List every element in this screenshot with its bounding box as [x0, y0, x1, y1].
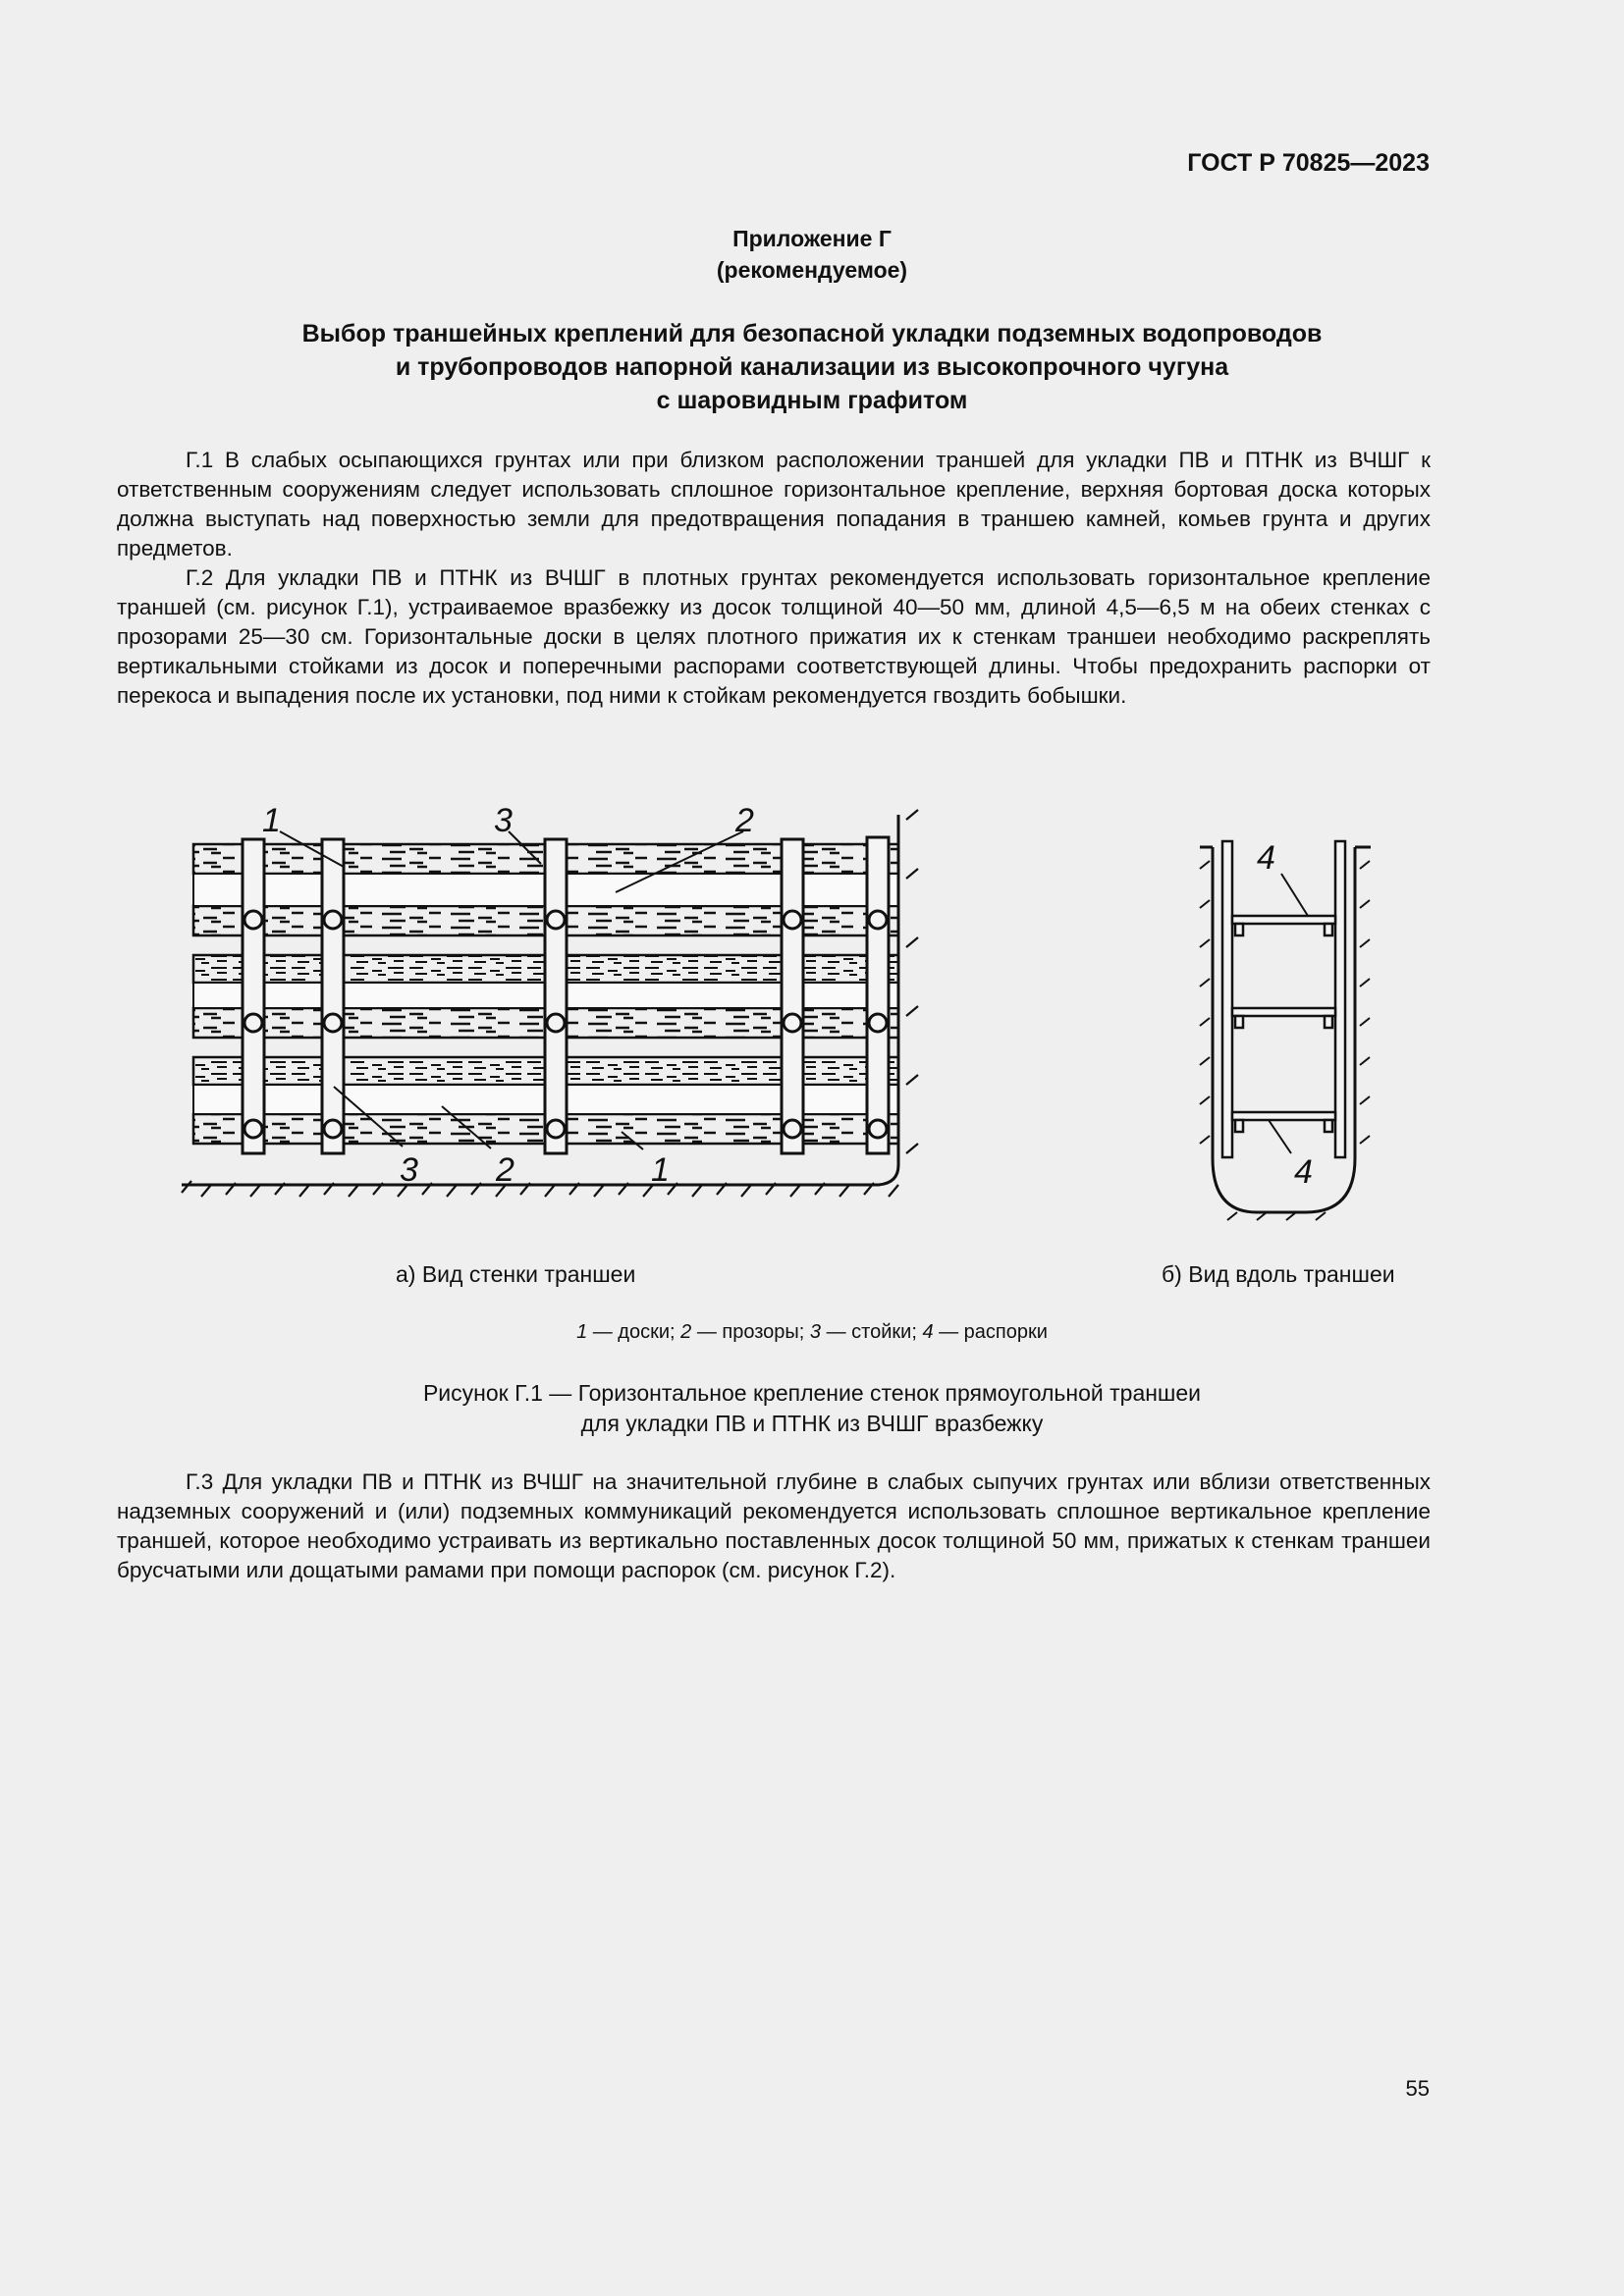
- figure-title: [0, 1378, 1624, 1439]
- heading-line: с шаровидным графитом: [656, 387, 968, 414]
- paragraph-g2: Г.2 Для укладки ПВ и ПТНК из ВЧШГ в плотных грунтах рекомендуется использовать горизонтальное крепление траншей (см. рисунок Г.1), устраиваемое вразбежку из досок толщиной 40—50 мм, длиной 4,5—6,5 м на обеих стенках с прозорами 25—30 см. Горизонтальные доски в целях плотного прижатия их к стенкам траншеи необходимо раскреплять вертикальными стойками из досок и поперечными распорами соответствующей длины. Чтобы предохранить распорки от перекоса и выпадения после их установки, под ними к стойкам рекомендуется гвоздить бобышки.: [117, 565, 1431, 708]
- section-posts: [1222, 841, 1345, 1157]
- figure-title-line: Рисунок Г.1 — Горизонтальное крепление стенок прямоугольной траншеи: [422, 1380, 1202, 1406]
- annex-title: Приложение Г: [732, 226, 892, 251]
- legend-text: — распорки: [933, 1321, 1048, 1343]
- caption-a: а) Вид стенки траншеи: [396, 1261, 636, 1287]
- heading-line: Выбор траншейных креплений для безопасной укладки подземных водопроводов: [301, 320, 1323, 347]
- legend-text: — стойки;: [821, 1321, 923, 1343]
- label-2-top: 2: [735, 802, 754, 839]
- legend-num: 3: [809, 1321, 822, 1343]
- label-1-bottom: 1: [651, 1151, 670, 1189]
- label-4-bottom: 4: [1294, 1153, 1313, 1191]
- posts-group: [243, 837, 889, 1153]
- caption-b: б) Вид вдоль траншеи: [1162, 1261, 1395, 1287]
- paragraph-g1: Г.1 В слабых осыпающихся грунтах или при близком расположении траншей для укладки ПВ и ПТНК из ВЧШГ к ответственным сооружениям следует использовать сплошное горизонтальное крепление, верхняя бортовая доска которых должна выступать над поверхностью земли для предотвращения попадания в траншею камней, комьев грунта и других предметов.: [117, 448, 1431, 561]
- figure-title-line: для укладки ПВ и ПТНК из ВЧШГ вразбежку: [580, 1411, 1044, 1436]
- legend-num: 2: [680, 1321, 692, 1343]
- label-3-top: 3: [494, 802, 513, 839]
- paragraph-g3: Г.3 Для укладки ПВ и ПТНК из ВЧШГ на значительной глубине в слабых сыпучих грунтах или вблизи ответственных надземных сооружений и (или) подземных коммуникаций рекомендуется использовать сплошное вертикальное крепление траншей, которое необходимо устраивать из вертикально поставленных досок толщиной 50 мм, прижатых к стенкам траншеи брусчатыми или дощатыми рамами при помощи распорок (см. рисунок Г.2).: [117, 1469, 1431, 1582]
- legend-num: 4: [922, 1321, 934, 1343]
- annex-heading: [0, 317, 1624, 417]
- figure-b-trench-section-drawing: [1198, 829, 1375, 1222]
- document-code: ГОСТ Р 70825—2023: [1187, 149, 1430, 177]
- annex-status: (рекомендуемое): [716, 257, 908, 283]
- legend-text: — прозоры;: [691, 1321, 810, 1343]
- label-2-bottom: 2: [496, 1151, 514, 1189]
- figure-a-trench-wall-drawing: [172, 800, 938, 1232]
- legend-text: — доски;: [587, 1321, 681, 1343]
- label-1-top: 1: [262, 802, 281, 839]
- legend-num: 1: [576, 1321, 588, 1343]
- section-struts: [1232, 916, 1335, 1132]
- figure-legend: [0, 1321, 1624, 1344]
- label-4-top: 4: [1257, 839, 1275, 877]
- label-3-bottom: 3: [400, 1151, 418, 1189]
- page-number: 55: [1405, 2076, 1430, 2101]
- heading-line: и трубопроводов напорной канализации из высокопрочного чугуна: [395, 353, 1229, 381]
